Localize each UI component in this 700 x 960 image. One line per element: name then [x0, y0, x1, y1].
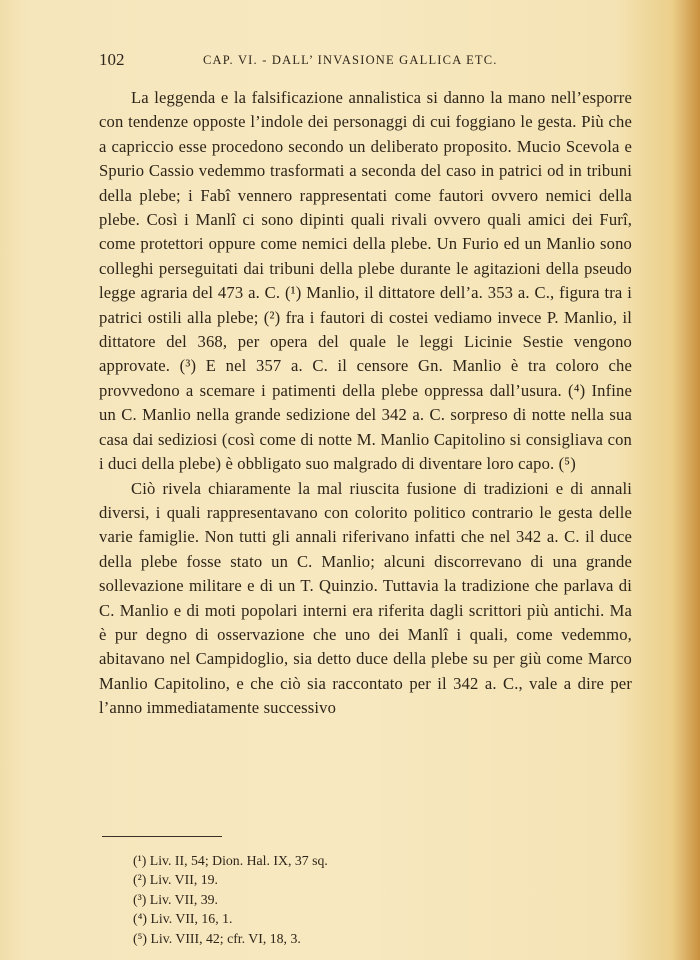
- footnote: (²) Liv. VII, 19.: [133, 872, 218, 888]
- footnote: (¹) Liv. II, 54; Dion. Hal. IX, 37 sq.: [133, 853, 328, 868]
- footnotes-list: [133, 851, 613, 948]
- footnote-divider: [102, 836, 222, 837]
- footnote: (⁵) Liv. VIII, 42; cfr. VI, 18, 3.: [133, 930, 301, 946]
- footnote: (³) Liv. VII, 39.: [133, 891, 218, 907]
- page-header: [99, 50, 632, 72]
- running-head: CAP. VI. - DALL’ INVASIONE GALLICA ETC.: [203, 53, 498, 67]
- footnote: (⁴) Liv. VII, 16, 1.: [133, 911, 233, 927]
- paragraph: Ciò rivela chiaramente la mal riuscita fusione di tradizioni e di annali diversi, i quali rappresentavano con colorito politico contrario le gesta delle varie famiglie. Non tutti gli annali riferivano infatti che nel 342 a. C. il duce della plebe fosse stato un C. Manlio; alcuni discorrevano di una grande sollevazione militare e di un T. Quinzio. Tuttavia la tradizione che parlava di C. Manlio e di moti popolari interni era riferita dagli scrittori più antichi. Ma è pur degno di osservazione che uno dei Manlî i quali, come vedemmo, abitavano nel Campidoglio, sia detto duce della plebe su per giù come Marco Manlio Capitolino, e che ciò sia raccontato per il 342 a. C., vale a dire per l’anno immediatamente successivo: [99, 478, 632, 718]
- paragraph: La leggenda e la falsificazione annalistica si danno la mano nell’esporre con tendenze opposte l’indole dei personaggi di cui foggiano le gesta. Più che a capriccio esse procedono secondo un deliberato proposito. Mucio Scevola e Spurio Cassio vedemmo trasformati a seconda del caso in patrici od in tribuni della plebe; i Fabî vennero rappresentati come fautori ovvero nemici della plebe. Così i Manlî ci sono dipinti quali rivali ovvero quali amici dei Furî, come protettori oppure come nemici della plebe. Un Furio ed un Manlio sono colleghi perseguitati dai tribuni della plebe durante le agitazioni della pseudo legge agraria del 473 a. C. (¹) Manlio, il dittatore dell’a. 353 a. C., figura tra i patrici ostili alla plebe; (²) fra i fautori di costei vediamo invece P. Manlio, il dittatore del 368, per opera del quale le leggi Licinie Sestie vengono approvate. (³) E nel 357 a. C. il censore Gn. Manlio è tra coloro che provvedono a scemare i patimenti della plebe oppressa dall’usura. (⁴) Infine un C. Manlio nella grande sedizione del 342 a. C. sorpreso di notte nella sua casa dai sediziosi (così come di notte M. Manlio Capitolino si consigliava con i duci della plebe) è obbligato suo malgrado di diventare loro capo. (⁵): [99, 88, 632, 474]
- page-number: 102: [99, 50, 125, 69]
- main-text: [99, 86, 632, 721]
